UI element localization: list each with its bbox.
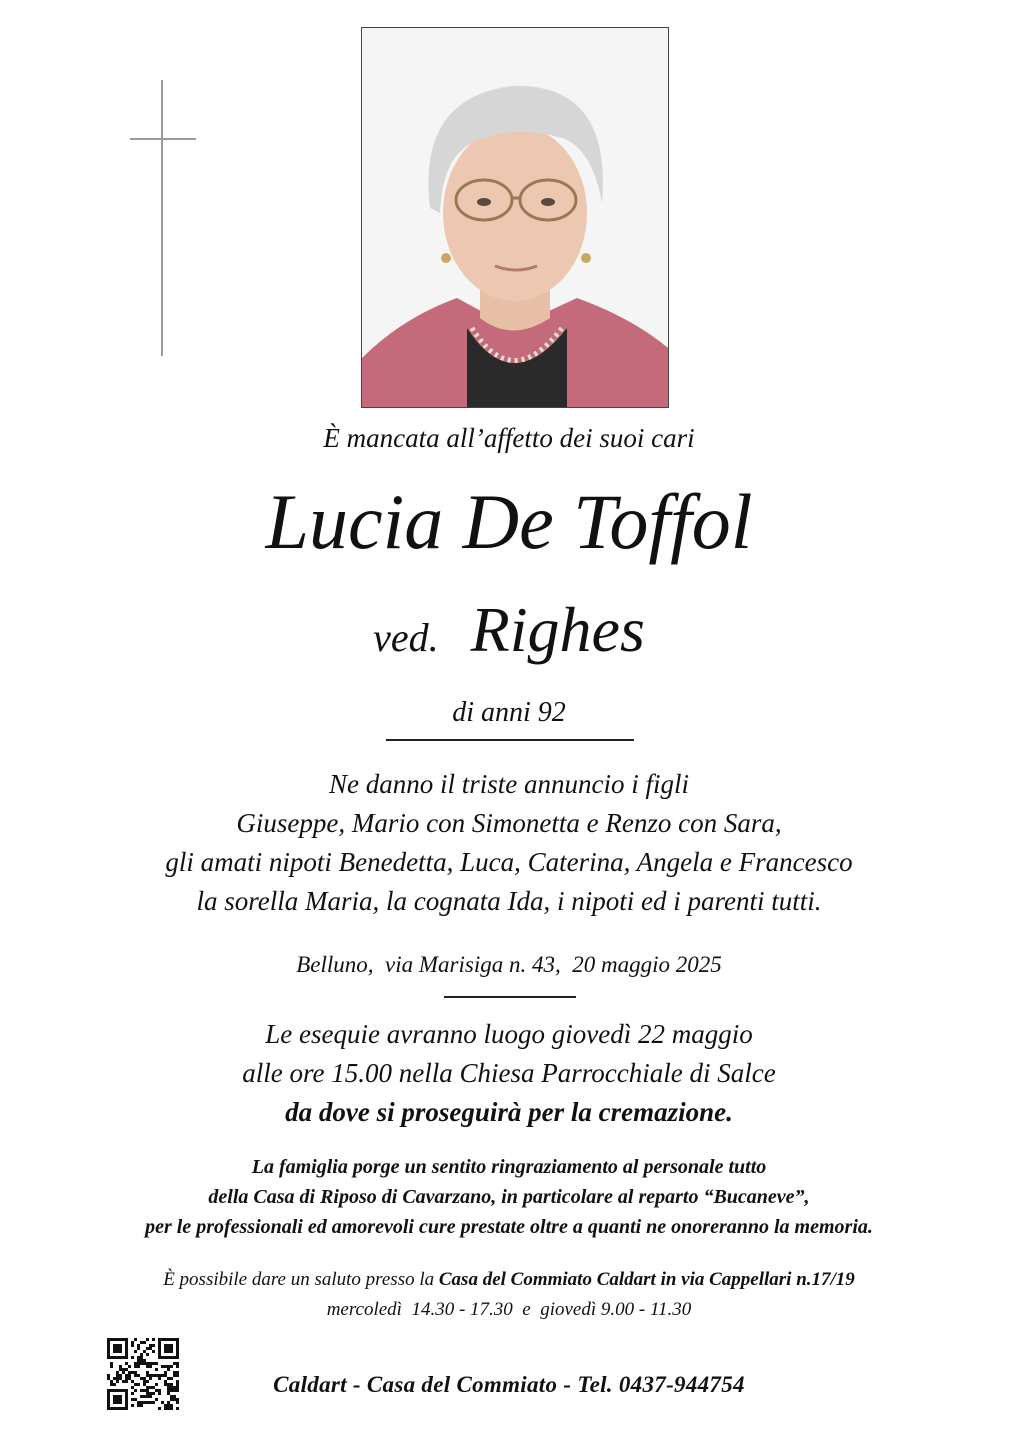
- divider: [386, 739, 634, 741]
- announcement-line: Ne danno il triste annuncio i figli: [329, 769, 689, 799]
- thanks-line: della Casa di Riposo di Cavarzano, in particolare al reparto “Bucaneve”,: [208, 1186, 810, 1208]
- married-name-line: [0, 592, 1018, 676]
- place-date: Belluno, via Marisiga n. 43, 20 maggio 2025: [296, 952, 722, 977]
- announcement-line: la sorella Maria, la cognata Ida, i nipoti ed i parenti tutti.: [196, 886, 822, 916]
- announcement-line: Giuseppe, Mario con Simonetta e Renzo con Sara,: [236, 808, 782, 838]
- thanks-line: per le professionali ed amorevoli cure prestate oltre a quanti ne onoreranno la memoria.: [145, 1216, 873, 1238]
- divider: [444, 996, 576, 998]
- thanks-block: [0, 1152, 1018, 1242]
- cross-icon-bar: [130, 138, 196, 140]
- deceased-name: Lucia De Toffol: [265, 478, 753, 565]
- footer-contact: Caldart - Casa del Commiato - Tel. 0437-944754: [273, 1372, 745, 1397]
- cross-icon: [161, 80, 163, 356]
- ved-prefix: ved.: [373, 615, 439, 660]
- intro-text: È mancata all’affetto dei suoi cari: [323, 423, 695, 453]
- visit-hours: mercoledì 14.30 - 17.30 e giovedì 9.00 - 11.30: [326, 1299, 692, 1320]
- visit-line: [0, 1265, 1018, 1295]
- funeral-line-bold: da dove si proseguirà per la cremazione.: [285, 1097, 733, 1127]
- portrait-illustration: [362, 28, 668, 407]
- funeral-line: alle ore 15.00 nella Chiesa Parrocchiale di Salce: [242, 1058, 776, 1088]
- thanks-line: La famiglia porge un sentito ringraziamento al personale tutto: [251, 1156, 767, 1178]
- announcement-line: gli amati nipoti Benedetta, Luca, Caterina, Angela e Francesco: [165, 847, 853, 877]
- funeral-block: [0, 1015, 1018, 1132]
- funeral-line: Le esequie avranno luogo giovedì 22 maggio: [265, 1019, 753, 1049]
- age-text: di anni 92: [452, 697, 566, 728]
- visit-location: Casa del Commiato Caldart in via Cappellari n.17/19: [438, 1269, 855, 1290]
- visit-block: [0, 1265, 1018, 1325]
- portrait-photo: [361, 27, 669, 408]
- married-name: Righes: [470, 594, 645, 665]
- announcement-block: [0, 765, 1018, 921]
- visit-prefix: È possibile dare un saluto presso la: [163, 1269, 439, 1290]
